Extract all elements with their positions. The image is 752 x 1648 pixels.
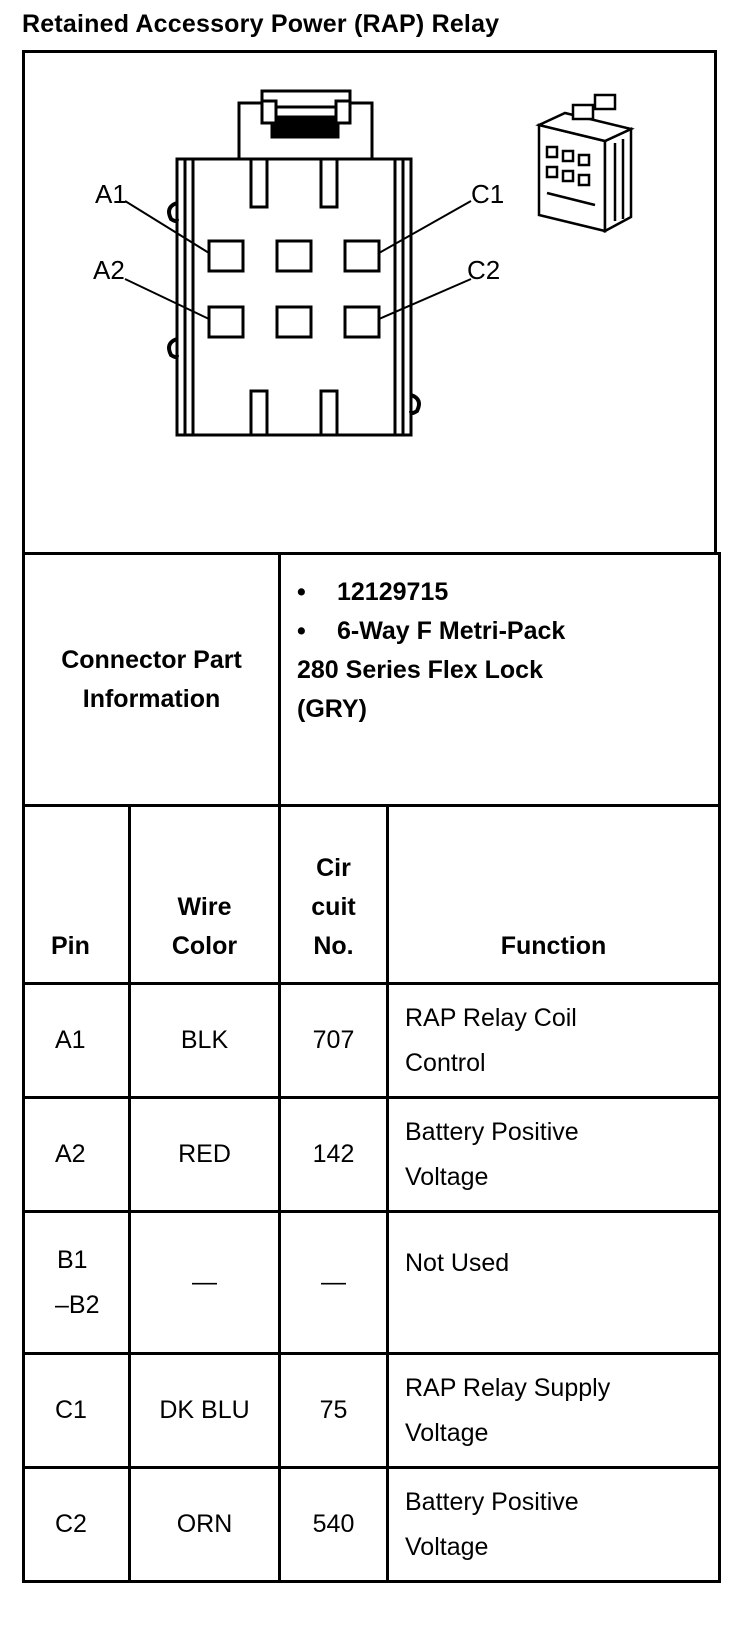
table-row <box>24 1354 720 1468</box>
connector-type: • 6-Way F Metri-Pack <box>297 617 566 645</box>
circuit-cell: 707 <box>280 984 388 1098</box>
function-cell: Battery Positive Voltage <box>388 1468 720 1582</box>
pin-cell: A1 <box>24 984 130 1098</box>
wire-color-cell: BLK <box>130 984 280 1098</box>
header-wire-color: Wire Color <box>130 806 280 984</box>
pinout-table <box>22 552 721 1583</box>
label-c2: C2 <box>467 255 501 285</box>
cavity-c2 <box>345 307 379 337</box>
table-row <box>24 1212 720 1354</box>
cavity-b2 <box>277 307 311 337</box>
wire-color-cell: DK BLU <box>130 1354 280 1468</box>
page-title: Retained Accessory Power (RAP) Relay <box>22 10 500 38</box>
cavity-a2 <box>209 307 243 337</box>
header-pin: Pin <box>24 806 130 984</box>
circuit-cell: — <box>280 1212 388 1354</box>
cavity-c1 <box>345 241 379 271</box>
wire-color-cell: ORN <box>130 1468 280 1582</box>
connector-latch <box>239 91 372 159</box>
circuit-cell: 75 <box>280 1354 388 1468</box>
connector-diagram-panel <box>22 50 717 552</box>
table-row <box>24 984 720 1098</box>
connector-isometric-icon <box>539 95 631 231</box>
pin-cell: A2 <box>24 1098 130 1212</box>
table-row <box>24 1098 720 1212</box>
label-a2: A2 <box>93 255 125 285</box>
label-a1: A1 <box>95 179 127 209</box>
pin-cell: B1 –B2 <box>24 1212 130 1354</box>
connector-info-row <box>24 554 720 806</box>
function-cell: Not Used <box>388 1212 720 1354</box>
part-number: • 12129715 <box>297 578 449 606</box>
table-row <box>24 1468 720 1582</box>
header-circuit-no: Cir cuit No. <box>280 806 388 984</box>
connector-info-values: • 12129715 • 6-Way F Metri-Pack 280 Series Flex Lock (GRY) <box>280 554 720 806</box>
circuit-cell: 540 <box>280 1468 388 1582</box>
function-cell: RAP Relay Coil Control <box>388 984 720 1098</box>
function-cell: Battery Positive Voltage <box>388 1098 720 1212</box>
connector-info-label: Connector Part Information <box>24 554 280 806</box>
label-c1: C1 <box>471 179 505 209</box>
cavity-b1 <box>277 241 311 271</box>
pin-cell: C1 <box>24 1354 130 1468</box>
connector-face-diagram <box>25 53 720 555</box>
pin-cell: C2 <box>24 1468 130 1582</box>
header-function: Function <box>388 806 720 984</box>
circuit-cell: 142 <box>280 1098 388 1212</box>
connector-body <box>169 159 419 435</box>
cavity-a1 <box>209 241 243 271</box>
wire-color-cell: — <box>130 1212 280 1354</box>
function-cell: RAP Relay Supply Voltage <box>388 1354 720 1468</box>
wire-color-cell: RED <box>130 1098 280 1212</box>
table-header-row <box>24 806 720 984</box>
